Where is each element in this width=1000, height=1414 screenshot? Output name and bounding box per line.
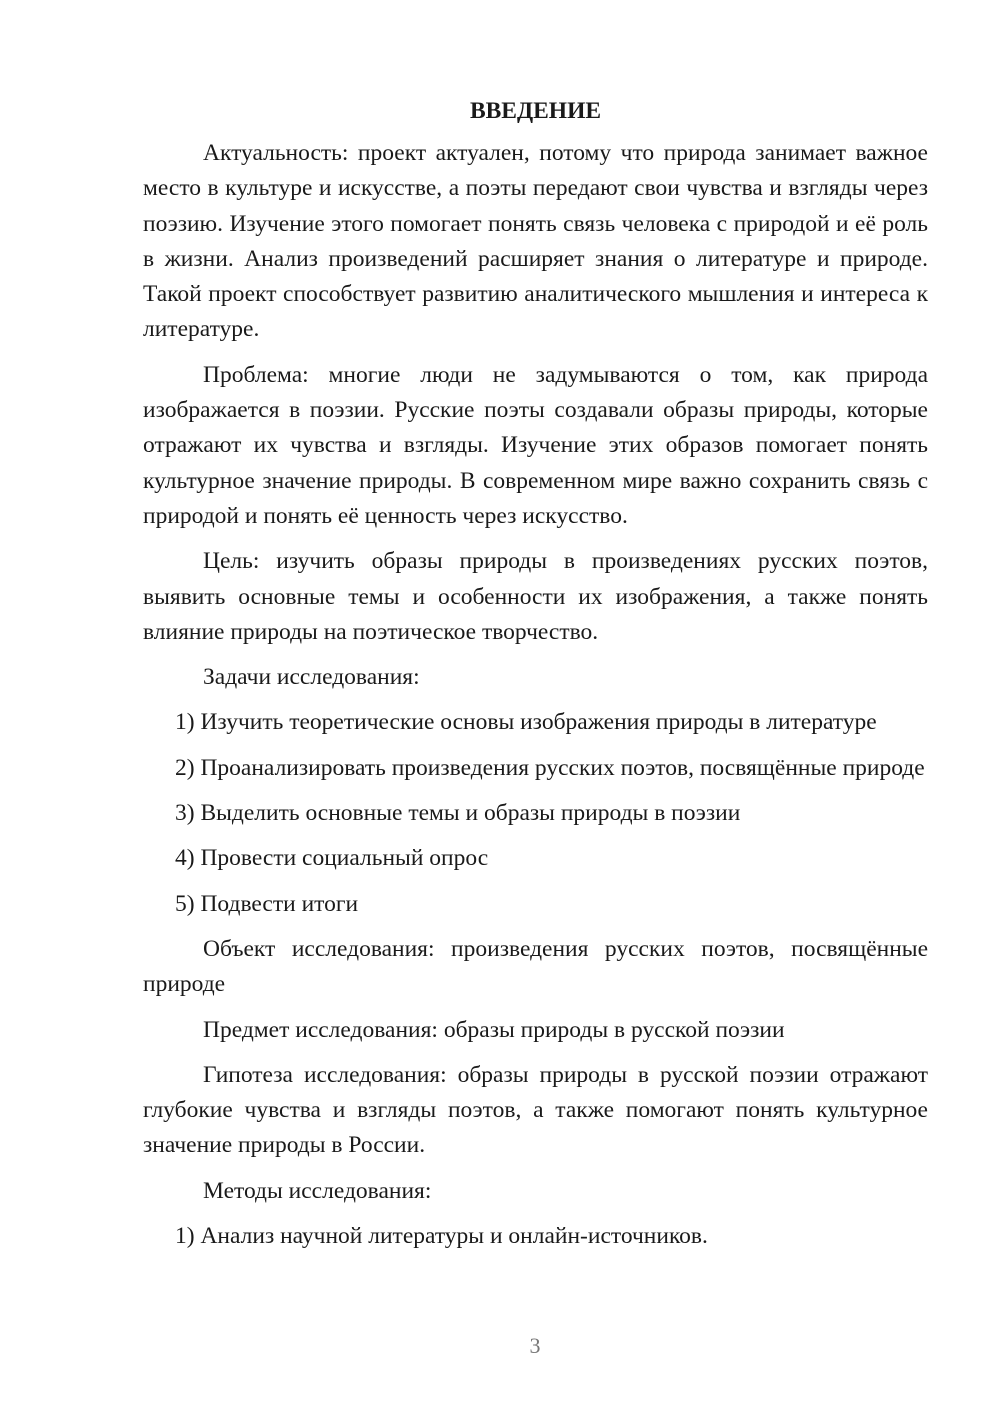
page-number: 3: [529, 1333, 541, 1358]
task-item: 3) Выделить основные темы и образы природы в поэзии: [175, 800, 741, 827]
task-item: 1) Изучить теоретические основы изображения природы в литературе: [175, 709, 877, 736]
task-item: 4) Провести социальный опрос: [175, 845, 489, 872]
methods-heading: Методы исследования:: [203, 1177, 432, 1204]
subject-paragraph: Предмет исследования: образы природы в русской поэзии: [203, 1016, 785, 1043]
object-paragraph: Объект исследования: произведения русских поэтов, посвящённые природе: [143, 935, 928, 998]
task-item: 2) Проанализировать произведения русских поэтов, посвящённые природе: [175, 754, 925, 781]
page-content: [143, 96, 928, 1264]
task-item: 5) Подвести итоги: [175, 890, 359, 917]
method-item: 1) Анализ научной литературы и онлайн-источников.: [175, 1223, 708, 1250]
tasks-heading: Задачи исследования:: [203, 664, 420, 691]
section-title: ВВЕДЕНИЕ: [469, 98, 602, 124]
hypothesis-paragraph: Гипотеза исследования: образы природы в русской поэзии отражают глубокие чувства и взгляды поэтов, а также помогают понять культурное значение природы в России.: [143, 1061, 928, 1159]
goal-paragraph: Цель: изучить образы природы в произведениях русских поэтов, выявить основные темы и особенности их изображения, а также понять влияние природы на поэтическое творчество.: [143, 548, 928, 645]
problem-paragraph: Проблема: многие люди не задумываются о том, как природа изображается в поэзии. Русские поэты создавали образы природы, которые отражают их чувства и взгляды. Изучение этих образов помогает понять культурное значение природы. В современном мире важно сохранить связь с природой и понять её ценность через искусство.: [143, 361, 928, 529]
relevance-paragraph: Актуальность: проект актуален, потому что природа занимает важное место в культуре и искусстве, а поэты передают свои чувства и взгляды через поэзию. Изучение этого помогает понять связь человека с природой и её роль в жизни. Анализ произведений расширяет знания о литературе и природе. Такой проект способствует развитию аналитического мышления и интереса к литературе.: [143, 140, 928, 343]
